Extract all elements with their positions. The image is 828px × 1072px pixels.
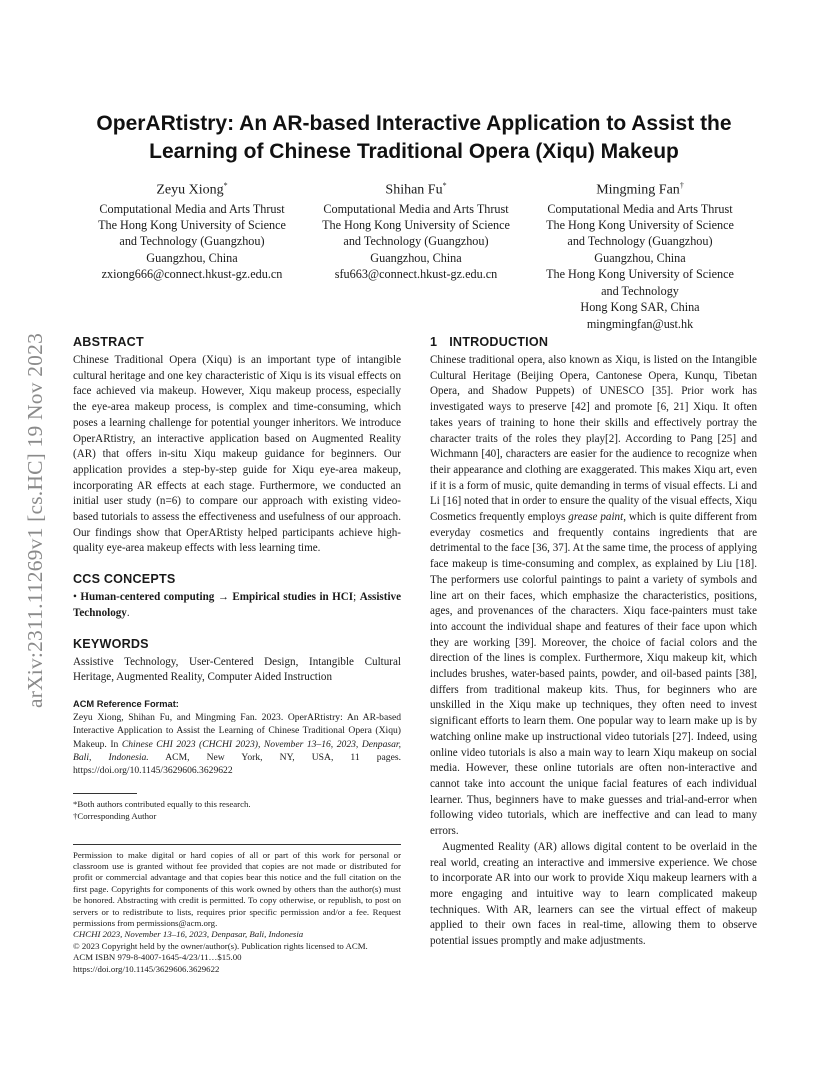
ccs-heading: CCS CONCEPTS — [73, 572, 176, 587]
author-mark: * — [442, 181, 447, 190]
affiliation-line: and Technology (Guangzhou) — [343, 234, 489, 249]
affiliation-line: Guangzhou, China — [594, 250, 686, 265]
acm-reference-text: Zeyu Xiong, Shihan Fu, and Mingming Fan. 2023. OperARtistry: An AR-based Interactive Application to Assist the Learning of Chinese Traditional Opera (Xiqu) Makeup. In Chinese CHI 2023 (CHCHI 2023), November 13–16, 2023, Denpasar, Bali, Indonesia. ACM, New York, NY, USA, 11 pages. https://doi.org/10.1145/3629606.3629622 — [73, 711, 401, 777]
conference-venue: CHCHI 2023, November 13–16, 2023, Denpasar, Bali, Indonesia — [73, 929, 304, 940]
affiliation-line: Guangzhou, China — [370, 250, 462, 265]
doi-link[interactable]: https://doi.org/10.1145/3629606.3629622 — [73, 963, 220, 974]
permission-notice: Permission to make digital or hard copies of all or part of this work for personal or classroom use is granted without fee provided that copies are not made or distributed for profit or commercial advantage and that copies bear this notice and the full citation on the first page. Copyrights for components of this work owned by others than the author(s) must be honored. Abstracting with credit is permitted. To copy otherwise, or republish, to post on servers or to redistribute to lists, requires prior specific permission and/or a fee. Request permissions from permissions@acm.org. — [73, 849, 401, 929]
author-mark: * — [223, 181, 228, 190]
author-name: Shihan Fu — [385, 182, 443, 198]
author-email: zxiong666@connect.hkust-gz.edu.cn — [101, 267, 283, 282]
affiliation-line: The Hong Kong University of Science — [98, 218, 286, 233]
author-mark: † — [679, 181, 684, 190]
footnote-equal-contribution: *Both authors contributed equally to this research. — [73, 799, 251, 810]
author-3 — [534, 177, 746, 332]
abstract-text: Chinese Traditional Opera (Xiqu) is an important type of intangible cultural heritage and one key characteristic of Xiqu is its visual effects on face achieved via makeup. However, Xiqu makeup process, especially the eye-area makeup process, is complex and time-consuming, which poses a learning challenge for potential younger inheritors. We introduce OperARtistry, an interactive application based on Augmented Reality (AR) that offers in-situ Xiqu makeup guidance for beginners. Our application provides a step-by-step guide for Xiqu eye-area makeup, incorporating AR effects at each stage. Furthermore, we conducted an initial user study (n=6) to compare our approach with existing video-based tutorials to assess the effectiveness and usefulness of our approach. Our findings show that OperARtisty helped participants achieve high-quality eye-area makeup effects with less learning time. — [73, 354, 401, 555]
author-email: mingmingfan@ust.hk — [586, 316, 694, 331]
author-name: Mingming Fan — [596, 182, 680, 198]
affiliation-line: Computational Media and Arts Thrust — [547, 201, 733, 216]
footnote-divider — [73, 793, 137, 794]
section-title: INTRODUCTION — [449, 335, 549, 349]
keywords-text: Assistive Technology, User-Centered Design, Intangible Cultural Heritage, Augmented Reality, Computer Aided Instruction — [73, 655, 401, 684]
footnote-corresponding: †Corresponding Author — [73, 811, 157, 822]
section-number: 1 — [430, 335, 438, 349]
arxiv-identifier-text: arXiv:2311.11269v1 [cs.HC] 19 Nov 2023 — [23, 332, 48, 708]
author-2 — [310, 177, 522, 332]
ccs-text: • Human-centered computing → Empirical studies in HCI; Assistive Technology. — [73, 591, 401, 619]
author-name: Zeyu Xiong — [156, 182, 224, 198]
author-1 — [86, 177, 298, 332]
affiliation-line: The Hong Kong University of Science — [322, 218, 510, 233]
right-column — [430, 333, 757, 950]
affiliation-line: Computational Media and Arts Thrust — [99, 201, 285, 216]
permission-divider — [73, 844, 401, 845]
introduction-heading — [430, 333, 757, 351]
affiliation-line: The Hong Kong University of Science — [546, 267, 734, 282]
intro-paragraph-2: Augmented Reality (AR) allows digital content to be overlaid in the real world, creating an interactive and immersive experience. We chose to incorporate AR into our work to provide Xiqu makeup learners with a more engaging and intuitive way to learn complicated makeup techniques. With AR, learners can see the virtual effect of makeup applied to their own faces in real-time, allowing them to observe potential issues promptly and make adjustments. — [430, 840, 757, 948]
affiliation-line: and Technology — [601, 283, 679, 298]
keywords-heading: KEYWORDS — [73, 636, 149, 651]
paper-title: OperARtistry: An AR-based Interactive Application to Assist the Learning of Chinese Traditional Opera (Xiqu) Makeup — [96, 112, 732, 163]
affiliation-line: and Technology (Guangzhou) — [567, 234, 713, 249]
isbn-line: ACM ISBN 979-8-4007-1645-4/23/11…$15.00 — [73, 952, 242, 963]
left-column — [73, 333, 401, 975]
keywords-section — [73, 635, 401, 686]
copyright-line: © 2023 Copyright held by the owner/author(s). Publication rights licensed to ACM. — [73, 940, 368, 951]
ccs-section — [73, 570, 401, 621]
acm-reference-heading: ACM Reference Format: — [73, 698, 179, 709]
author-block — [86, 177, 746, 332]
intro-paragraph-1: Chinese traditional opera, also known as Xiqu, is listed on the Intangible Cultural Heritage (Beijing Opera, Cantonese Opera, Kunqu, Tibetan Opera, and Shadow Puppets) of UNESCO [35]. Prior work has investigated ways to preserve [42] and promote [6, 21] Xiqu. It often takes years of training to hone their skills and effectively portray the character traits of the roles they play[2]. According to Pang [25] and Wichmann [40], characters are easier for the audience to recognize when their appearance and clothing are exaggerated. This makes Xiqu art, even if it is a form of music, quite demanding in terms of visual effects. Li and Li [16] noted that in order to ensure the quality of the visual effects, Xiqu Cosmetics frequently employs grease paint, which is quite different from everyday cosmetics and frequently contains ingredients that are detrimental to the face [36, 37]. At the same time, the process of applying face makeup is time-consuming and complex, as explained by Liu [18]. The performers use colorful paintings to paint a variety of symbols and line art on their faces, which emphasize the characteristics, positions, ages, and provenances of the characters. Xiqu face-painters must take into account the individual shape and features of their face upon which they are working [39]. Moreover, the choice of facial colors and the direction of the lines is complex. Furthermore, Xiqu makeup kit, which includes brushes, water-based paints, powder, and oil-based paints [38], differs from traditional makeup kits. Thus, for beginners who are unskilled in the Xiqu make up techniques, they often need to invest significant efforts to learn them. One popular way to learn make up is by watching online make up instructional video tutorials [27]. Indeed, using online video tutorials is also a main way to learn Xiqu makeup on social media. However, these online tutorials are often non-interactive and cannot take into account the unique facial features of each individual learner. Thus, beginners have to make guesses and trial-and-error when following video tutorials, which are ineffective and can lead to many errors. — [430, 354, 757, 838]
author-email: sfu663@connect.hkust-gz.edu.cn — [334, 267, 498, 282]
affiliation-line: The Hong Kong University of Science — [546, 218, 734, 233]
affiliation-line: Computational Media and Arts Thrust — [323, 201, 509, 216]
abstract-heading: ABSTRACT — [73, 335, 144, 349]
affiliation-line: Guangzhou, China — [146, 250, 238, 265]
arxiv-identifier — [24, 282, 48, 758]
affiliation-line: Hong Kong SAR, China — [580, 300, 700, 315]
affiliation-line: and Technology (Guangzhou) — [119, 234, 265, 249]
